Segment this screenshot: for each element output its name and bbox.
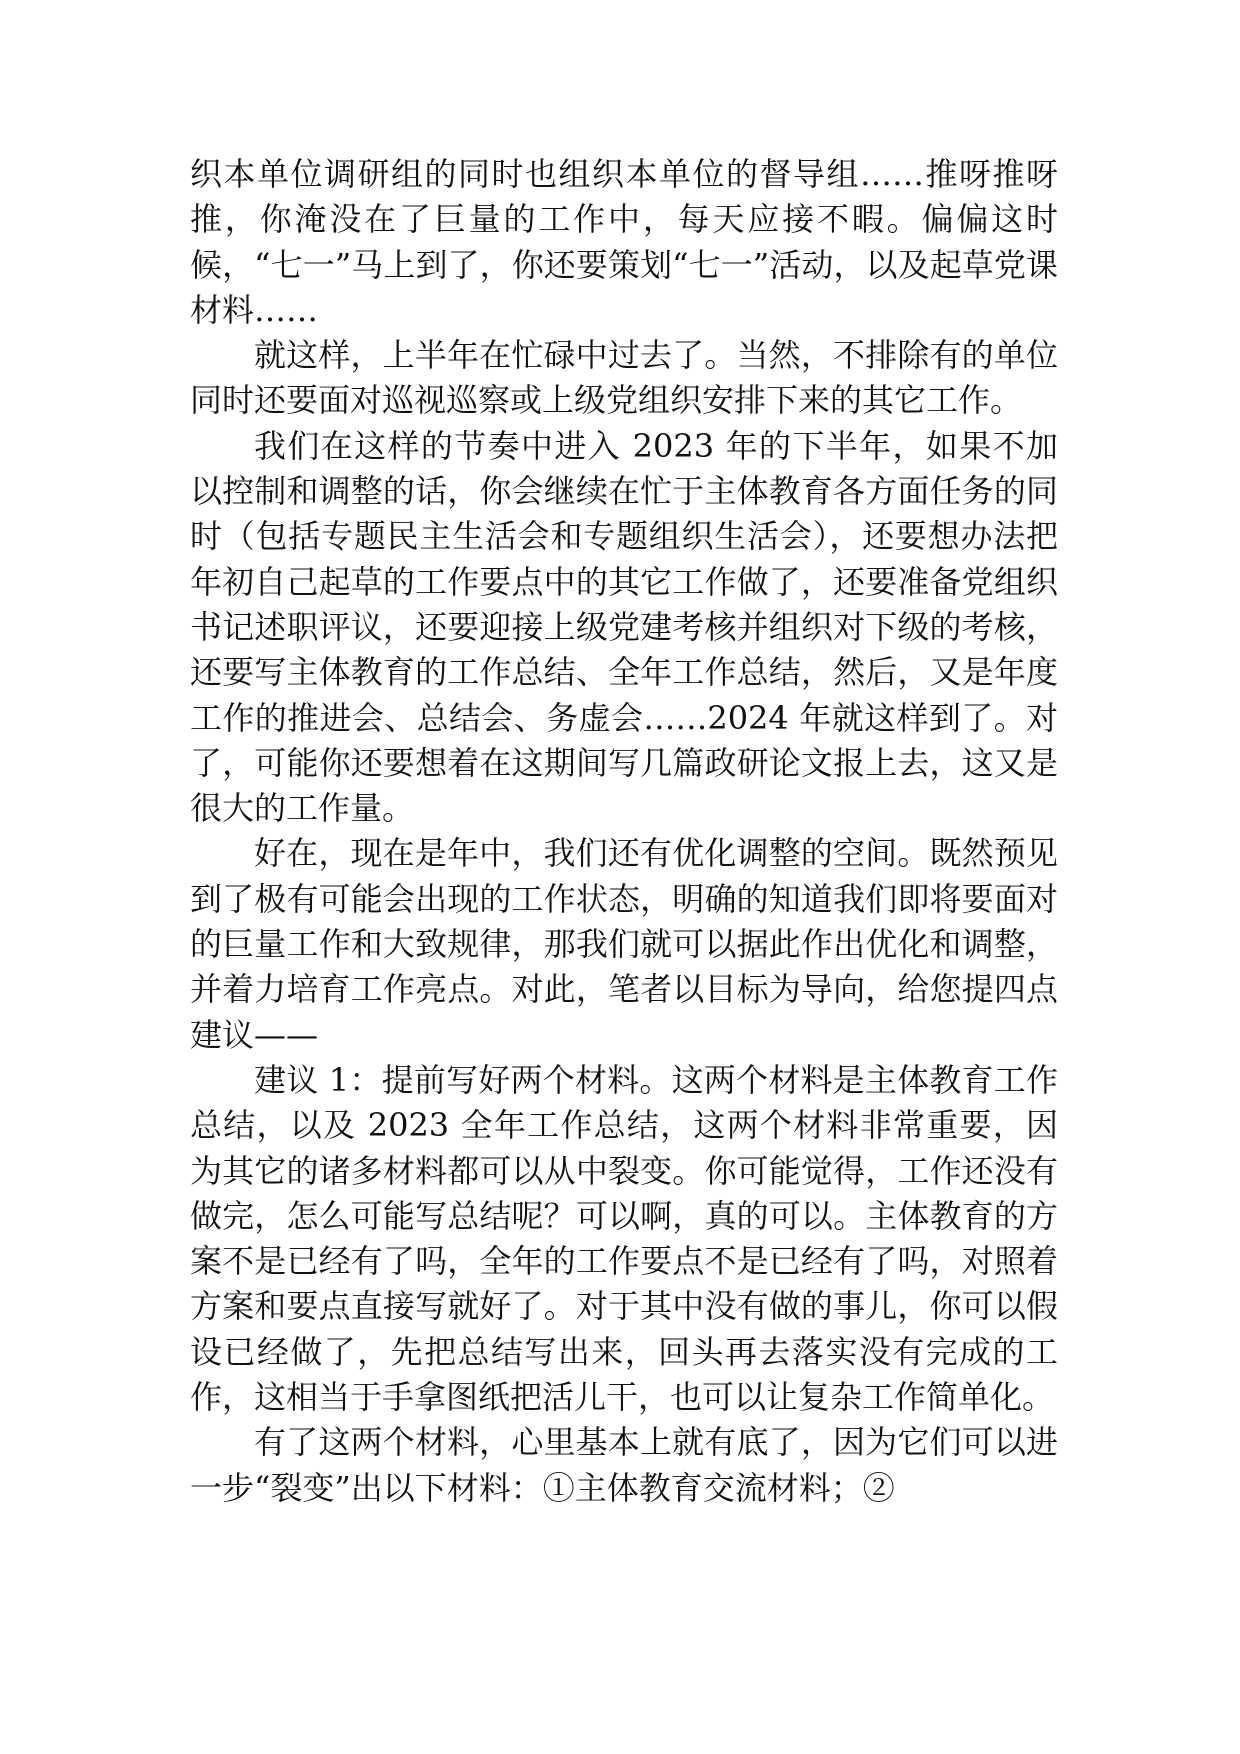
paragraph-continuation: 织本单位调研组的同时也组织本单位的督导组……推呀推呀推，你淹没在了巨量的工作中，每天应接不暇。偏偏这时候，“七一”马上到了，你还要策划“七一”活动，以及起草党课材料…… [190,155,1058,329]
paragraph: 好在，现在是年中，我们还有优化调整的空间。既然预见到了极有可能会出现的工作状态，明确的知道我们即将要面对的巨量工作和大致规律，那我们就可以据此作出优化和调整，并着力培育工作亮点。对此，笔者以目标为导向，给您提四点建议—— [190,834,1058,1054]
paragraph-suggestion-1: 建议 1：提前写好两个材料。这两个材料是主体教育工作总结，以及 2023 全年工作总结，这两个材料非常重要，因为其它的诸多材料都可以从中裂变。你可能觉得，工作还没有做完，怎么可能写总结呢？可以啊，真的可以。主体教育的方案不是已经有了吗，全年的工作要点不是已经有了吗，对照着方案和要点直接写就好了。对于其中没有做的事儿，你可以假设已经做了，先把总结写出来，回头再去落实没有完成的工作，这相当于手拿图纸把活儿干，也可以让复杂工作简单化。 [190,1060,1058,1417]
paragraph: 有了这两个材料，心里基本上就有底了，因为它们可以进一步“裂变”出以下材料：①主体教育交流材料；② [190,1423,1058,1507]
document-body [190,152,1058,1511]
paragraph: 就这样，上半年在忙碌中过去了。当然，不排除有的单位同时还要面对巡视巡察或上级党组织安排下来的其它工作。 [190,336,1058,420]
paragraph: 我们在这样的节奏中进入 2023 年的下半年，如果不加以控制和调整的话，你会继续在忙于主体教育各方面任务的同时（包括专题民主生活会和专题组织生活会），还要想办法把年初自己起草的工作要点中的其它工作做了，还要准备党组织书记述职评议，还要迎接上级党建考核并组织对下级的考核，还要写主体教育的工作总结、全年工作总结，然后，又是年度工作的推进会、总结会、务虚会……2024 年就这样到了。对了，可能你还要想着在这期间写几篇政研论文报上去，这又是很大的工作量。 [190,426,1058,828]
